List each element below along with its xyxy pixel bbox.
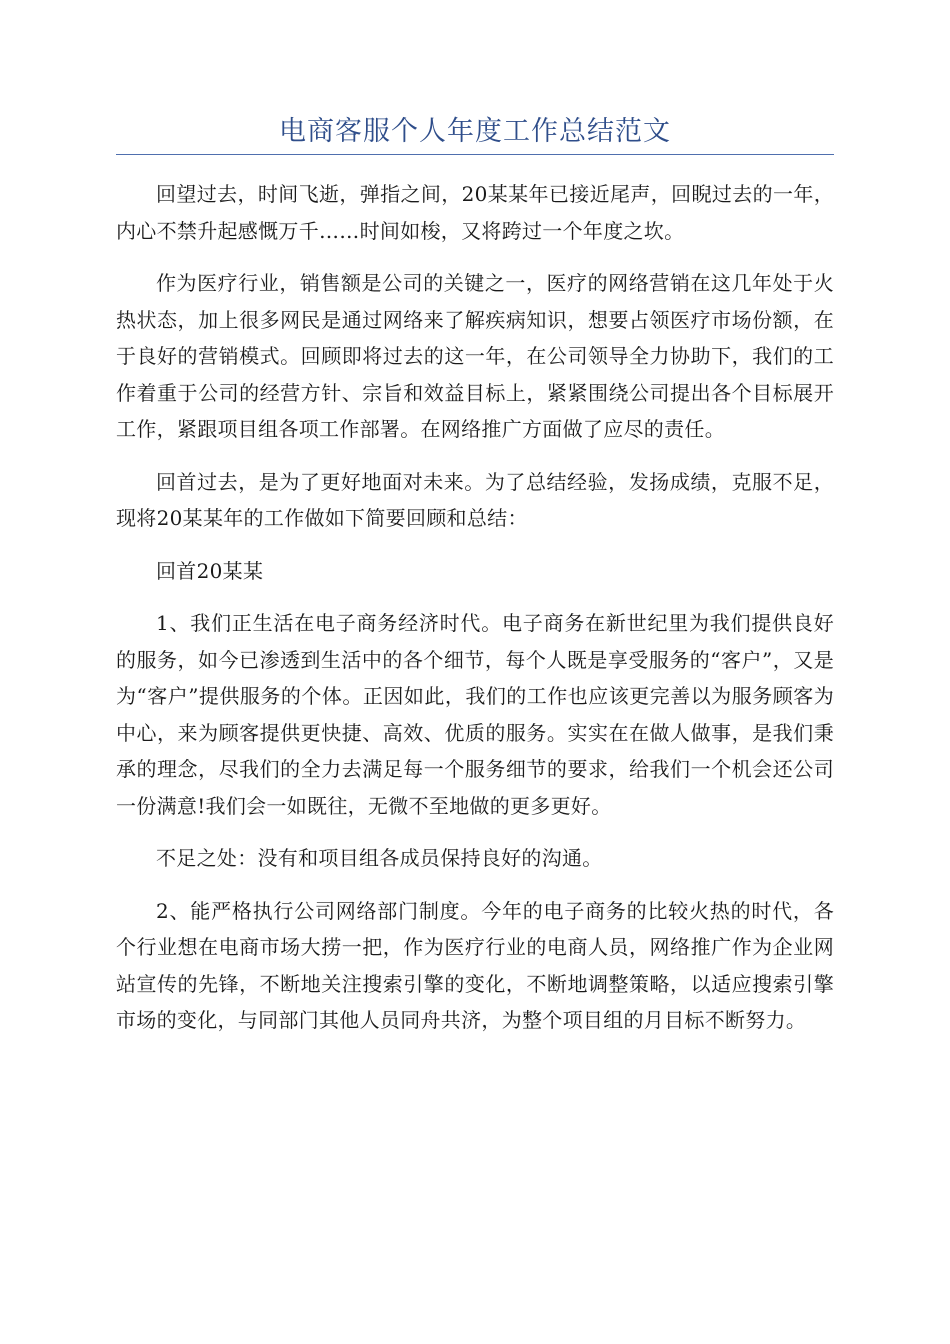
paragraph-intro: 回望过去，时间飞逝，弹指之间，20某某年已接近尾声，回睨过去的一年，内心不禁升起感慨万千……时间如梭，又将跨过一个年度之坎。	[116, 182, 834, 243]
document-title: 电商客服个人年度工作总结范文	[279, 116, 671, 147]
paragraph-industry: 作为医疗行业，销售额是公司的关键之一，医疗的网络营销在这几年处于火热状态，加上很多网民是通过网络来了解疾病知识，想要占领医疗市场份额，在于良好的营销模式。回顾即将过去的这一年，在公司领导全力协助下，我们的工作着重于公司的经营方针、宗旨和效益目标上，紧紧围绕公司提出各个目标展开工作，紧跟项目组各项工作部署。在网络推广方面做了应尽的责任。	[116, 271, 834, 441]
paragraph-shortcoming: 不足之处：没有和项目组各成员保持良好的沟通。	[156, 846, 603, 870]
title-underline	[116, 154, 834, 155]
paragraph-point-2: 2、能严格执行公司网络部门制度。今年的电子商务的比较火热的时代，各个行业想在电商市场大捞一把，作为医疗行业的电商人员，网络推广作为企业网站宣传的先锋，不断地关注搜索引擎的变化，不断地调整策略，以适应搜索引擎市场的变化，与同部门其他人员同舟共济，为整个项目组的月目标不断努力。	[116, 898, 834, 1032]
section-heading: 回首20某某	[156, 558, 264, 583]
paragraph-review: 回首过去，是为了更好地面对未来。为了总结经验，发扬成绩，克服不足，现将20某某年的工作做如下简要回顾和总结：	[116, 469, 834, 530]
paragraph-point-1: 1、我们正生活在电子商务经济时代。电子商务在新世纪里为我们提供良好的服务，如今已渗透到生活中的各个细节，每个人既是享受服务的“客户”，又是为“客户”提供服务的个体。正因如此，我们的工作也应该更完善以为服务顾客为中心，来为顾客提供更快捷、高效、优质的服务。实实在在做人做事，是我们秉承的理念，尽我们的全力去满足每一个服务细节的要求，给我们一个机会还公司一份满意!我们会一如既往，无微不至地做的更多更好。	[116, 611, 834, 818]
document-body	[116, 176, 834, 1055]
